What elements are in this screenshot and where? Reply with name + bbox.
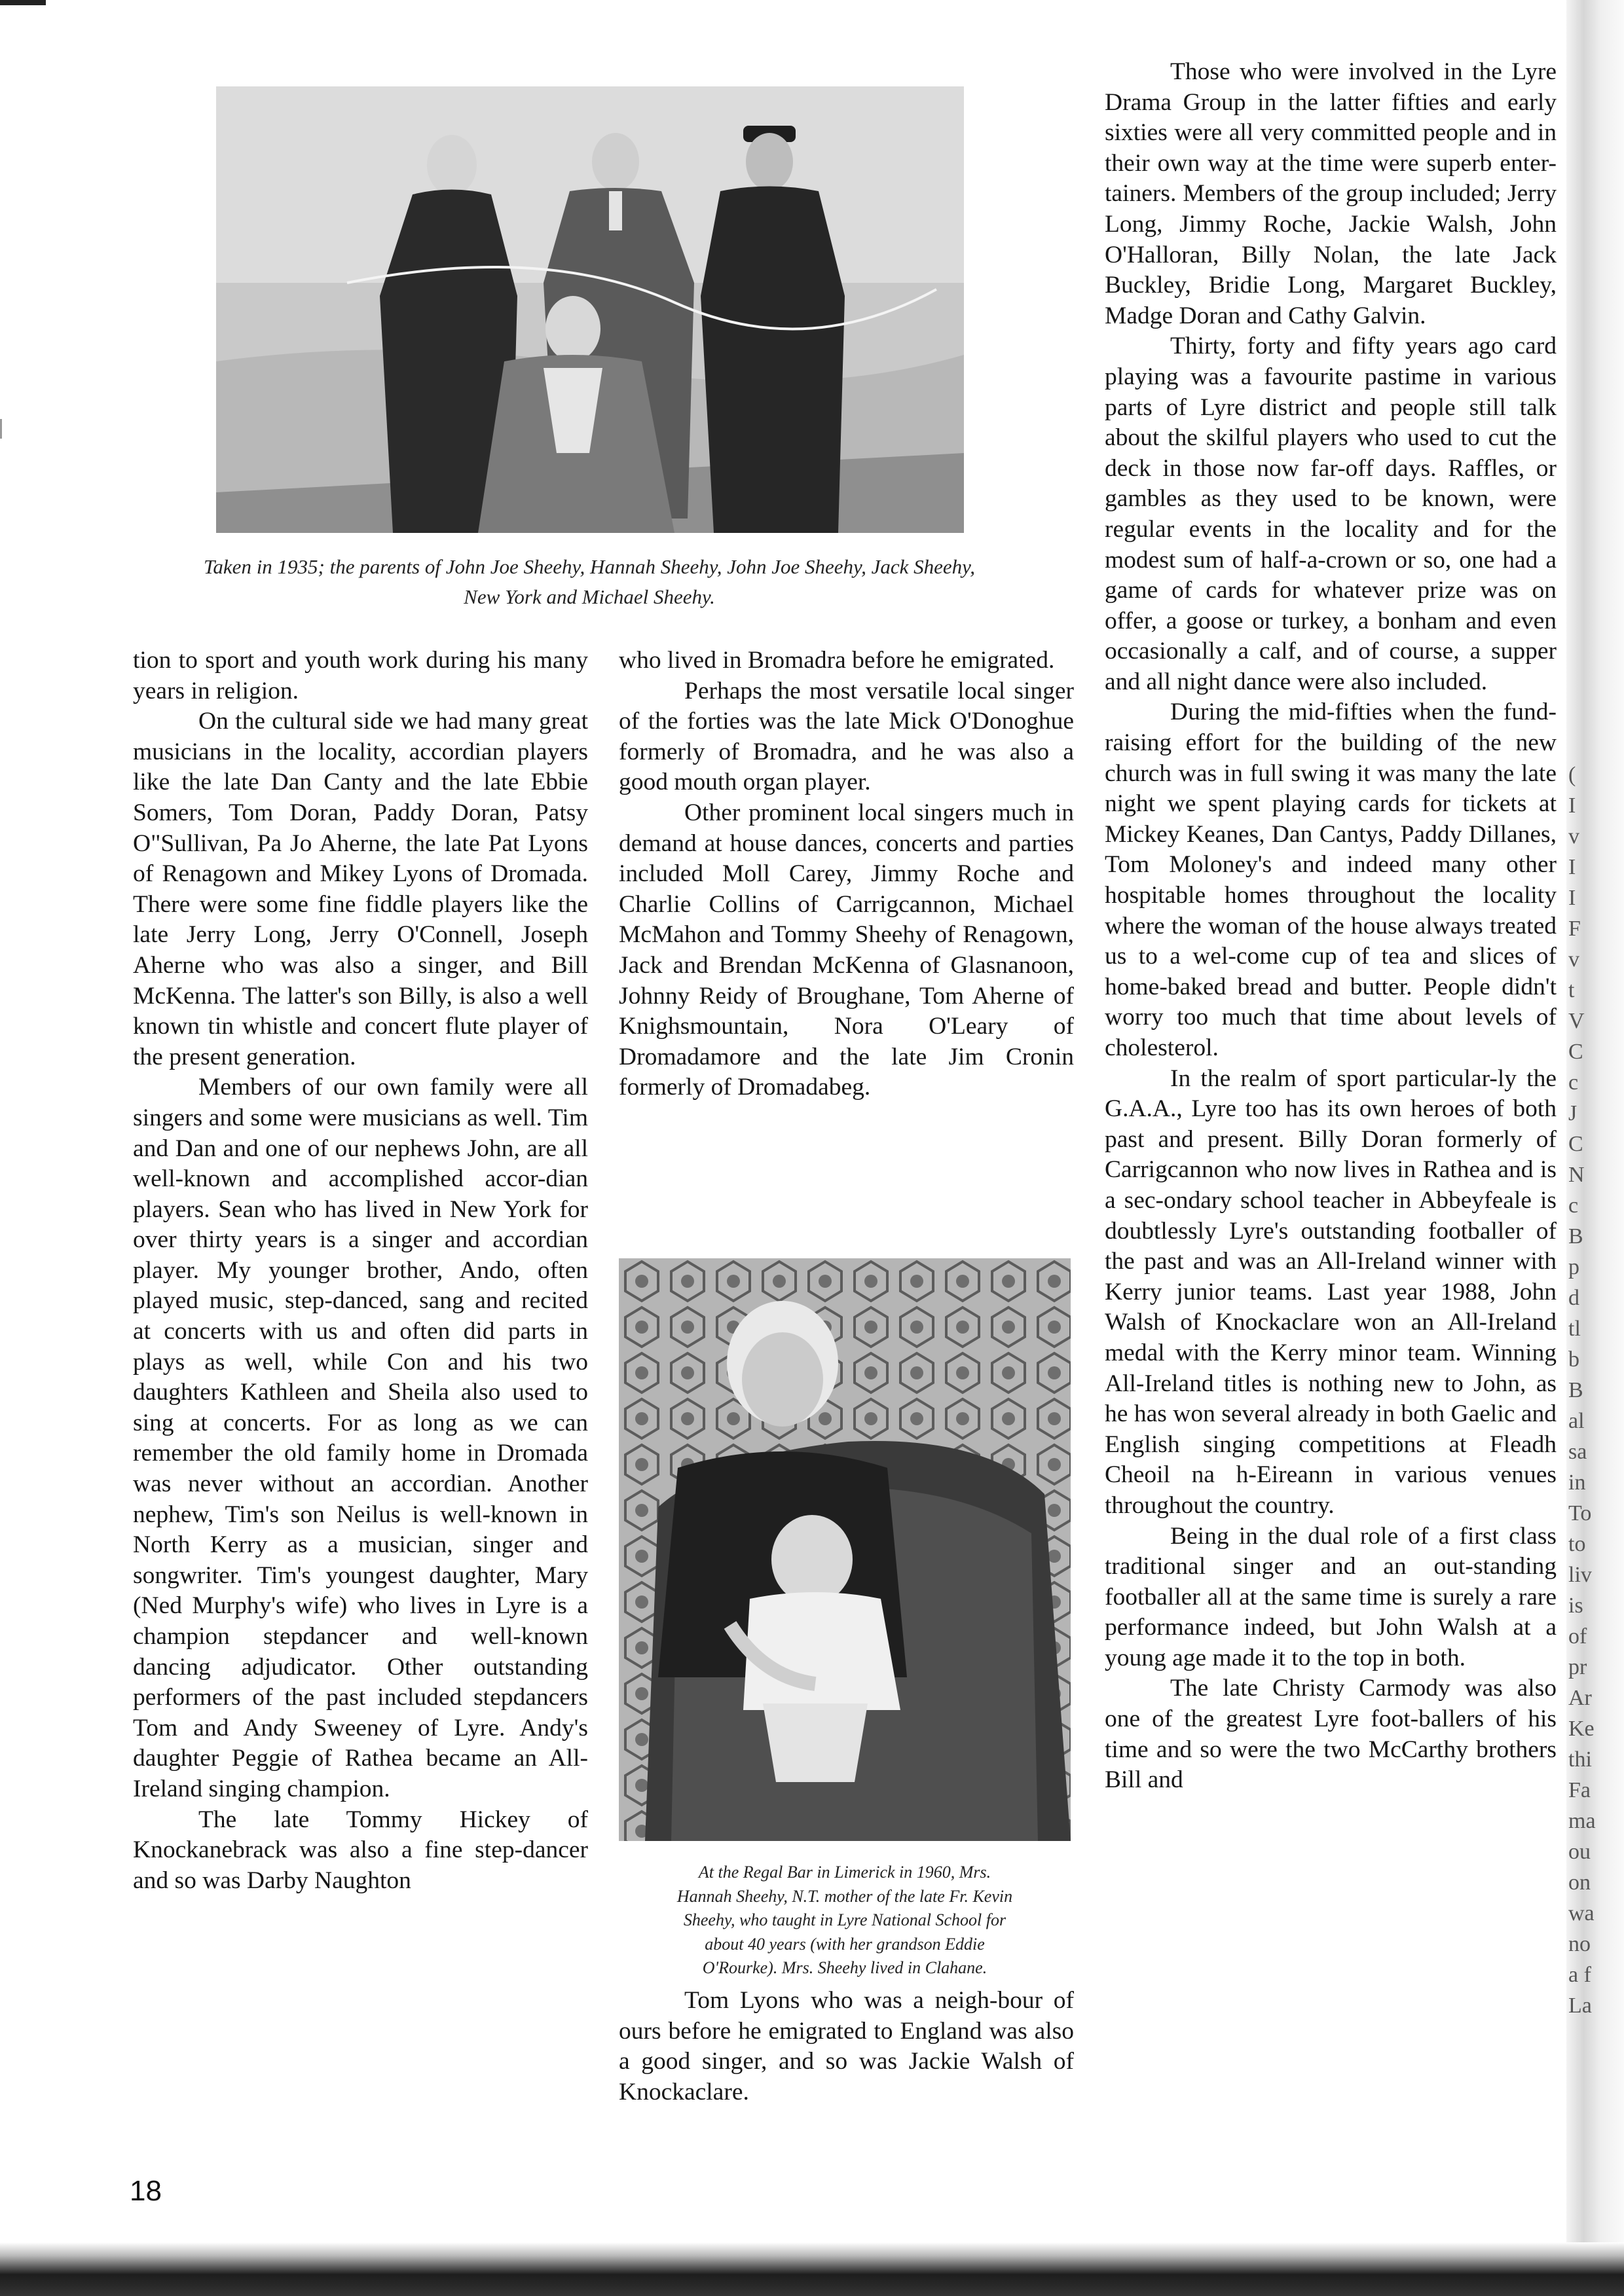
facing-page-fragment: I bbox=[1568, 793, 1576, 818]
facing-page-fragment: Ar bbox=[1568, 1686, 1592, 1710]
photo-1960-caption bbox=[619, 1861, 1071, 1980]
facing-page-fragment: B bbox=[1568, 1378, 1583, 1402]
column-1-paragraph-3: Members of our own family were all singers and some were musicians as well. Tim and Dan and one of our nephews John, are all well-known and accomplished accor-dian players. Sean who has lived in New York for over thirty years is a singer and accordian player. My younger brother, Ando, often played music, step-danced, sang and recited at concerts with us and often did parts in plays as well, while Con and his two daughters Kathleen and Sheila also used to sing at concerts. For as long as we can remember the old family home in Dromada was never without an accordian. Another nephew, Tim's son Neilus is well-known in North Kerry as a musician, singer and songwriter. Tim's youngest daughter, Mary (Ned Murphy's wife) who lives in Lyre is a champion stepdancer and well-known dancing adjudicator. Other outstanding performers of the past included stepdancers Tom and Andy Sweeney of Lyre. Andy's daughter Peggie of Rathea became an All-Ireland singing champion. bbox=[133, 1074, 588, 1802]
family-photo-1935-image bbox=[216, 86, 964, 533]
page-number: 18 bbox=[130, 2175, 162, 2207]
photo-1960-caption-line-5: O'Rourke). Mrs. Sheehy lived in Clahane. bbox=[702, 1958, 987, 1977]
photo-1960-caption-line-1: At the Regal Bar in Limerick in 1960, Mrs. bbox=[698, 1863, 991, 1882]
article-column-2 bbox=[619, 646, 1074, 1103]
facing-page-fragment: liv bbox=[1568, 1563, 1592, 1587]
facing-page-fragment: a f bbox=[1568, 1963, 1591, 1987]
facing-page-fragment: To bbox=[1568, 1501, 1592, 1525]
column-3-paragraph-1: Those who were involved in the Lyre Drama Group in the latter fifties and early sixties were all very committed people and in their own way at the time were superb enter-tainers. Members of the group included; Jerry Long, Jimmy Roche, Jackie Walsh, John O'Halloran, Billy Nolan, the late Jack Buckley, Bridie Long, Margaret Buckley, Madge Doran and Cathy Galvin. bbox=[1105, 58, 1557, 329]
article-column-3 bbox=[1105, 57, 1557, 1796]
facing-page-fragment: on bbox=[1568, 1870, 1591, 1895]
regal-bar-photo-1960-image bbox=[619, 1258, 1071, 1841]
column-1-paragraph-4: The late Tommy Hickey of Knockanebrack was also a fine step-dancer and so was Darby Naughton bbox=[133, 1806, 588, 1894]
column-3-paragraph-3: During the mid-fifties when the fund-raising effort for the building of the new church was in full swing it was many the late night we spent playing cards for tickets at Mickey Keanes, Dan Cantys, Paddy Dillanes, Tom Moloney's and indeed many other hospitable homes throughout the locality where the woman of the house always treated us to a wel-come cup of tea and slices of home-baked bread and butter. People didn't worry too much that time about levels of cholesterol. bbox=[1105, 699, 1557, 1061]
facing-page-fragment: tl bbox=[1568, 1317, 1581, 1341]
facing-page-fragment: sa bbox=[1568, 1440, 1587, 1464]
facing-page-fragment: of bbox=[1568, 1624, 1587, 1649]
column-2-paragraph-4: Tom Lyons who was a neigh-bour of ours before he emigrated to England was also a good singer, and so was Jackie Walsh of Knockaclare. bbox=[619, 1987, 1074, 2105]
photo-1960-caption-line-3: Sheehy, who taught in Lyre National School for bbox=[683, 1910, 1006, 1929]
regal-bar-photo-1960 bbox=[619, 1258, 1071, 1841]
column-3-paragraph-6: The late Christy Carmody was also one of the greatest Lyre foot-ballers of his time and so were the two McCarthy brothers Bill and bbox=[1105, 1675, 1557, 1794]
column-3-paragraph-2: Thirty, forty and fifty years ago card playing was a favourite pastime in various parts of Lyre district and people still talk about the skilful players who used to cut the deck in those now far-off days. Raffles, or gambles as they used to be known, were regular events in the locality and for the modest sum of half-a-crown or so, one had a game of cards for whatever prize was on offer, a goose or turkey, a bonham and even occasionally a calf, and of course, a supper and all night dance were also included. bbox=[1105, 333, 1557, 695]
family-photo-1935 bbox=[216, 86, 964, 533]
facing-page-fragment: no bbox=[1568, 1932, 1591, 1956]
facing-page-text-fragments bbox=[1568, 759, 1621, 2200]
article-column-1 bbox=[133, 646, 588, 1896]
facing-page-fragment: v bbox=[1568, 947, 1579, 972]
facing-page-fragment: v bbox=[1568, 824, 1579, 848]
facing-page-fragment: c bbox=[1568, 1070, 1579, 1095]
scan-corner-mark bbox=[0, 0, 46, 5]
scan-margin-tick bbox=[0, 419, 2, 439]
facing-page-fragment: I bbox=[1568, 855, 1576, 879]
facing-page-fragment: p bbox=[1568, 1255, 1579, 1279]
article-column-2-continued bbox=[619, 1986, 1074, 2107]
facing-page-fragment: in bbox=[1568, 1470, 1586, 1495]
facing-page-fragment: c bbox=[1568, 1194, 1579, 1218]
facing-page-fragment: Fa bbox=[1568, 1778, 1591, 1802]
facing-page-fragment: to bbox=[1568, 1532, 1586, 1556]
facing-page-fragment: La bbox=[1568, 1994, 1592, 2018]
photo-1960-caption-line-4: about 40 years (with her grandson Eddie bbox=[705, 1934, 985, 1954]
facing-page-fragment: d bbox=[1568, 1286, 1579, 1310]
facing-page-fragment: J bbox=[1568, 1101, 1578, 1125]
photo-1935-caption-line-1: Taken in 1935; the parents of John Joe Sheehy, Hannah Sheehy, John Joe Sheehy, Jack Sheehy, bbox=[204, 555, 975, 578]
facing-page-fragment: wa bbox=[1568, 1901, 1595, 1925]
facing-page-fragment: pr bbox=[1568, 1655, 1587, 1679]
column-3-paragraph-4: In the realm of sport particular-ly the G.A.A., Lyre too has its own heroes of both past and present. Billy Doran formerly of Carrigcannon who now lives in Rathea and is a sec-ondary school teacher in Abbeyfeale is doubtlessly Lyre's outstanding footballer of the past and was an All-Ireland winner with Kerry junior teams. Last year 1988, John Walsh of Knockaclare won an All-Ireland medal with the Kerry minor team. Winning All-Ireland titles is nothing new to John, as he has won several already in both Gaelic and English singing competitions at Fleadh Cheoil na h-Eireann in various venues throughout the country. bbox=[1105, 1065, 1557, 1519]
facing-page-fragment: F bbox=[1568, 917, 1581, 941]
column-2-paragraph-3: Other prominent local singers much in demand at house dances, concerts and parties included Moll Carey, Jimmy Roche and Charlie Collins of Carrigcannon, Michael McMahon and Tommy Sheehy of Renagown, Jack and Brendan McKenna of Glasnanoon, Johnny Reidy of Broughane, Tom Aherne of Knighsmountain, Nora O'Leary of Dromadamore and the late Jim Cronin formerly of Dromadabeg. bbox=[619, 799, 1074, 1101]
facing-page-fragment: ou bbox=[1568, 1840, 1591, 1864]
facing-page-fragment: ( bbox=[1568, 763, 1576, 787]
photo-1935-caption-line-2: New York and Michael Sheehy. bbox=[464, 585, 715, 608]
column-2-paragraph-2: Perhaps the most versatile local singer of the forties was the late Mick O'Donoghue formerly of Bromadra, and he was also a good mouth organ player. bbox=[619, 677, 1074, 796]
facing-page-fragment: V bbox=[1568, 1009, 1585, 1033]
facing-page-fragment: I bbox=[1568, 886, 1576, 910]
scan-bottom-shadow bbox=[0, 2242, 1624, 2296]
facing-page-fragment: N bbox=[1568, 1163, 1585, 1187]
facing-page-fragment: b bbox=[1568, 1347, 1579, 1372]
facing-page-fragment: t bbox=[1568, 978, 1575, 1002]
facing-page-fragment: C bbox=[1568, 1040, 1583, 1064]
facing-page-fragment: B bbox=[1568, 1224, 1583, 1248]
column-1-paragraph-2: On the cultural side we had many great musicians in the locality, accordian players like the late Dan Canty and the late Ebbie Somers, Tom Doran, Paddy Doran, Patsy O"Sullivan, Pa Jo Aherne, the late Pat Lyons of Renagown and Mikey Lyons of Dromada. There were some fine fiddle players like the late Jerry Long, Jerry O'Connell, Joseph Aherne who was also a singer, and Bill McKenna. The latter's son Billy, is also a well known tin whistle and concert flute player of the present generation. bbox=[133, 708, 588, 1070]
column-3-paragraph-5: Being in the dual role of a first class traditional singer and an out-standing footballer all at the same time is surely a rare performance indeed, but John Walsh at a young age made it to the top in both. bbox=[1105, 1522, 1557, 1671]
facing-page-fragment: Ke bbox=[1568, 1717, 1595, 1741]
facing-page-fragment: is bbox=[1568, 1594, 1583, 1618]
column-1-paragraph-1: tion to sport and youth work during his many years in religion. bbox=[133, 647, 588, 704]
facing-page-fragment: al bbox=[1568, 1409, 1585, 1433]
photo-1935-caption bbox=[131, 552, 1048, 612]
facing-page-fragment: thi bbox=[1568, 1747, 1592, 1772]
photo-1960-caption-line-2: Hannah Sheehy, N.T. mother of the late Fr. Kevin bbox=[676, 1886, 1013, 1906]
column-2-paragraph-1: who lived in Bromadra before he emigrated. bbox=[619, 647, 1055, 674]
facing-page-fragment: ma bbox=[1568, 1809, 1596, 1833]
facing-page-fragment: C bbox=[1568, 1132, 1583, 1156]
